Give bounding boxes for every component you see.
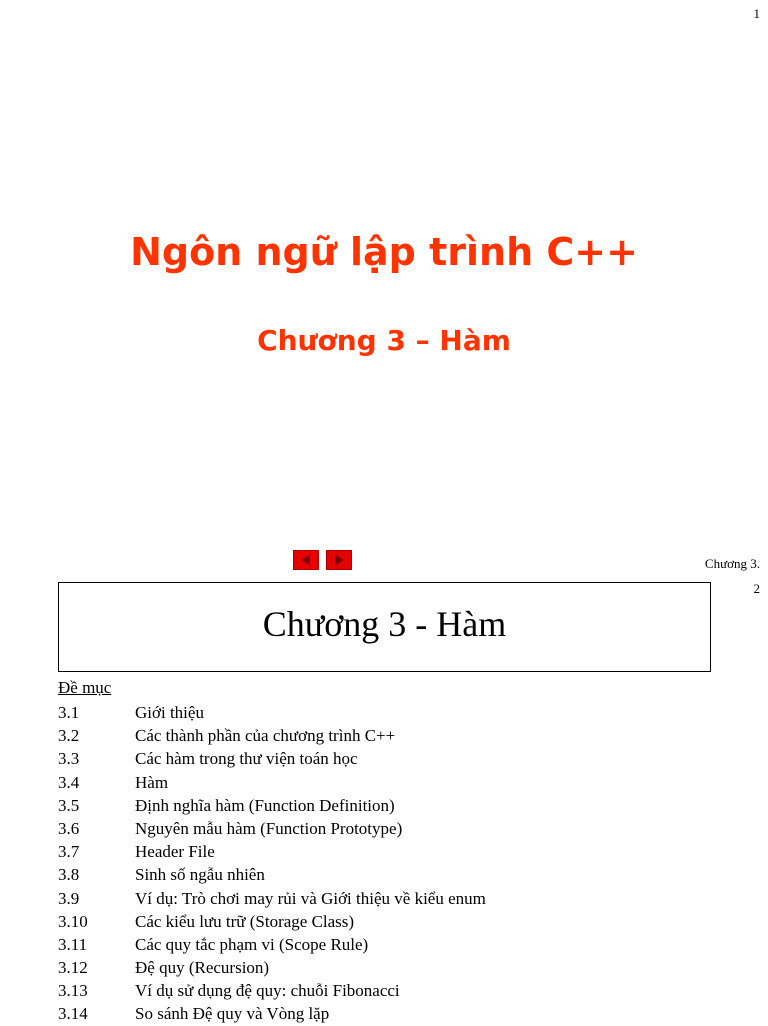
toc-item-number: 3.8 [58, 865, 80, 885]
toc-item [58, 887, 486, 910]
toc-item-number: 3.13 [58, 981, 88, 1001]
triangle-right-icon [327, 551, 351, 569]
toc-item [58, 817, 486, 840]
toc-item [58, 1002, 486, 1025]
toc-item-number: 3.5 [58, 795, 80, 815]
toc-item-number: 3.2 [58, 726, 80, 746]
toc-item-label: Các kiểu lưu trữ (Storage Class) [135, 911, 355, 931]
toc-item-number: 3.6 [58, 818, 80, 838]
toc-item [58, 910, 486, 933]
toc-item-label: Các quy tắc phạm vi (Scope Rule) [135, 934, 369, 954]
slide-subtitle: Chương 3 – Hàm [257, 324, 511, 357]
toc-item [58, 840, 486, 863]
toc-item-label: Giới thiệu [135, 703, 204, 722]
toc-item [58, 863, 486, 886]
toc-item [58, 956, 486, 979]
toc-item-number: 3.7 [58, 842, 80, 862]
toc-item-number: 3.1 [58, 703, 80, 722]
toc-item-label: Hàm [135, 772, 169, 792]
toc-item-label: Header File [135, 842, 215, 862]
slide-title: Chương 3 - Hàm [262, 604, 507, 644]
chapter-footer: Chương 3. [704, 556, 760, 571]
toc-item-label: Ví dụ: Trò chơi may rủi và Giới thiệu về kiểu enum [135, 888, 486, 908]
toc-item-label: So sánh Đệ quy và Vòng lặp [135, 1004, 330, 1024]
toc-item-number: 3.12 [58, 958, 88, 978]
toc-item-label: Sinh số ngẫu nhiên [135, 865, 265, 885]
toc-item [58, 933, 486, 956]
toc-item-number: 3.4 [58, 772, 80, 792]
toc-item-number: 3.11 [58, 934, 88, 954]
toc-item-label: Nguyên mẫu hàm (Function Prototype) [135, 818, 403, 838]
slide-title: Ngôn ngữ lập trình C++ [130, 230, 638, 274]
toc-item-label: Ví dụ sử dụng đệ quy: chuỗi Fibonacci [135, 981, 400, 1001]
table-of-contents [58, 701, 486, 1026]
toc-item-number: 3.10 [58, 911, 88, 931]
toc-heading: Đề mục [58, 678, 112, 697]
toc-item-number: 3.3 [58, 749, 80, 769]
previous-slide-button[interactable] [293, 550, 319, 570]
toc-item-label: Các hàm trong thư viện toán học [135, 749, 358, 769]
slide-title-box [58, 582, 711, 672]
toc-item-label: Các thành phần của chương trình C++ [135, 726, 396, 746]
toc-item-number: 3.14 [58, 1004, 88, 1024]
triangle-left-icon [294, 551, 318, 569]
toc-item-label: Định nghĩa hàm (Function Definition) [135, 795, 395, 815]
toc-item [58, 771, 486, 794]
toc-item [58, 747, 486, 770]
toc-item [58, 701, 486, 724]
toc-item [58, 979, 486, 1002]
toc-item-number: 3.9 [58, 888, 80, 908]
page-number: 2 [753, 581, 760, 596]
page-number: 1 [753, 6, 760, 21]
toc-item-label: Đệ quy (Recursion) [135, 958, 270, 978]
toc-item [58, 794, 486, 817]
next-slide-button[interactable] [326, 550, 352, 570]
toc-item [58, 724, 486, 747]
